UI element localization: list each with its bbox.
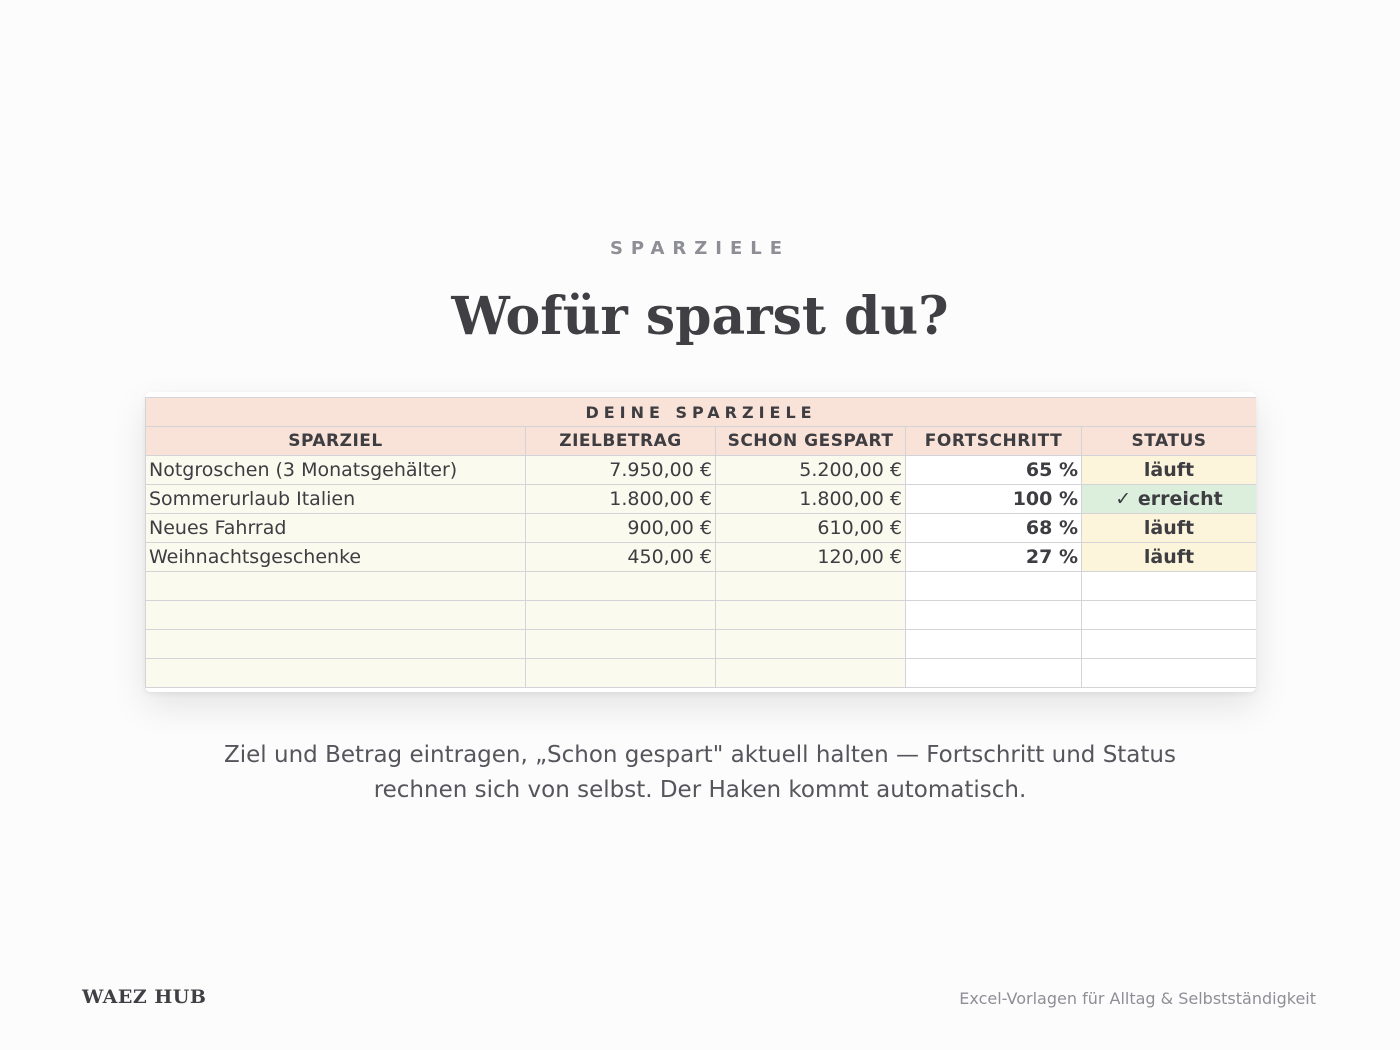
empty-cell[interactable]: [526, 659, 716, 688]
empty-cell[interactable]: [146, 572, 526, 601]
table-banner: DEINE SPARZIELE: [146, 398, 1257, 427]
column-header-status[interactable]: STATUS: [1082, 427, 1257, 456]
goal-cell[interactable]: Neues Fahrrad: [146, 514, 526, 543]
saved-cell[interactable]: 1.800,00 €: [716, 485, 906, 514]
empty-cell[interactable]: [906, 659, 1082, 688]
empty-cell[interactable]: [716, 601, 906, 630]
progress-cell[interactable]: 27 %: [906, 543, 1082, 572]
empty-cell[interactable]: [1082, 659, 1257, 688]
table-header-row: [146, 427, 1257, 456]
empty-cell[interactable]: [716, 630, 906, 659]
status-cell[interactable]: läuft: [1082, 456, 1257, 485]
page-title: Wofür sparst du?: [451, 286, 949, 347]
progress-cell[interactable]: 68 %: [906, 514, 1082, 543]
status-cell[interactable]: läuft: [1082, 543, 1257, 572]
empty-cell[interactable]: [1082, 601, 1257, 630]
empty-cell[interactable]: [1082, 630, 1257, 659]
description-line-1: Ziel und Betrag eintragen, „Schon gespart" aktuell halten — Fortschritt und Status: [224, 742, 1176, 768]
column-header-goal[interactable]: SPARZIEL: [146, 427, 526, 456]
target-cell[interactable]: 1.800,00 €: [526, 485, 716, 514]
footer-tagline: Excel-Vorlagen für Alltag & Selbstständigkeit: [959, 989, 1316, 1008]
saved-cell[interactable]: 120,00 €: [716, 543, 906, 572]
table-row: [146, 456, 1257, 485]
empty-cell[interactable]: [906, 601, 1082, 630]
empty-row: [146, 572, 1257, 601]
goal-cell[interactable]: Sommerurlaub Italien: [146, 485, 526, 514]
table-banner-row: [146, 398, 1257, 427]
table-row: [146, 543, 1257, 572]
column-header-saved[interactable]: SCHON GESPART: [716, 427, 906, 456]
table-row: [146, 514, 1257, 543]
eyebrow-label: SPARZIELE: [609, 238, 791, 259]
empty-cell[interactable]: [1082, 572, 1257, 601]
empty-cell[interactable]: [146, 601, 526, 630]
spreadsheet-card: [145, 392, 1256, 692]
empty-cell[interactable]: [146, 630, 526, 659]
status-cell[interactable]: ✓ erreicht: [1082, 485, 1257, 514]
empty-row: [146, 659, 1257, 688]
saved-cell[interactable]: 5.200,00 €: [716, 456, 906, 485]
empty-cell[interactable]: [906, 630, 1082, 659]
brand-logo: WAEZ HUB: [82, 986, 207, 1008]
saved-cell[interactable]: 610,00 €: [716, 514, 906, 543]
progress-cell[interactable]: 100 %: [906, 485, 1082, 514]
savings-goals-table: [145, 397, 1256, 688]
goal-cell[interactable]: Weihnachtsgeschenke: [146, 543, 526, 572]
empty-row: [146, 601, 1257, 630]
description-line-2: rechnen sich von selbst. Der Haken kommt automatisch.: [373, 777, 1027, 803]
goal-cell[interactable]: Notgroschen (3 Monatsgehälter): [146, 456, 526, 485]
target-cell[interactable]: 7.950,00 €: [526, 456, 716, 485]
target-cell[interactable]: 900,00 €: [526, 514, 716, 543]
empty-row: [146, 630, 1257, 659]
empty-cell[interactable]: [526, 601, 716, 630]
empty-cell[interactable]: [716, 659, 906, 688]
empty-cell[interactable]: [526, 630, 716, 659]
empty-cell[interactable]: [716, 572, 906, 601]
table-row: [146, 485, 1257, 514]
column-header-progress[interactable]: FORTSCHRITT: [906, 427, 1082, 456]
empty-cell[interactable]: [146, 659, 526, 688]
column-header-target[interactable]: ZIELBETRAG: [526, 427, 716, 456]
progress-cell[interactable]: 65 %: [906, 456, 1082, 485]
target-cell[interactable]: 450,00 €: [526, 543, 716, 572]
empty-cell[interactable]: [906, 572, 1082, 601]
status-cell[interactable]: läuft: [1082, 514, 1257, 543]
empty-cell[interactable]: [526, 572, 716, 601]
description: [150, 738, 1250, 808]
